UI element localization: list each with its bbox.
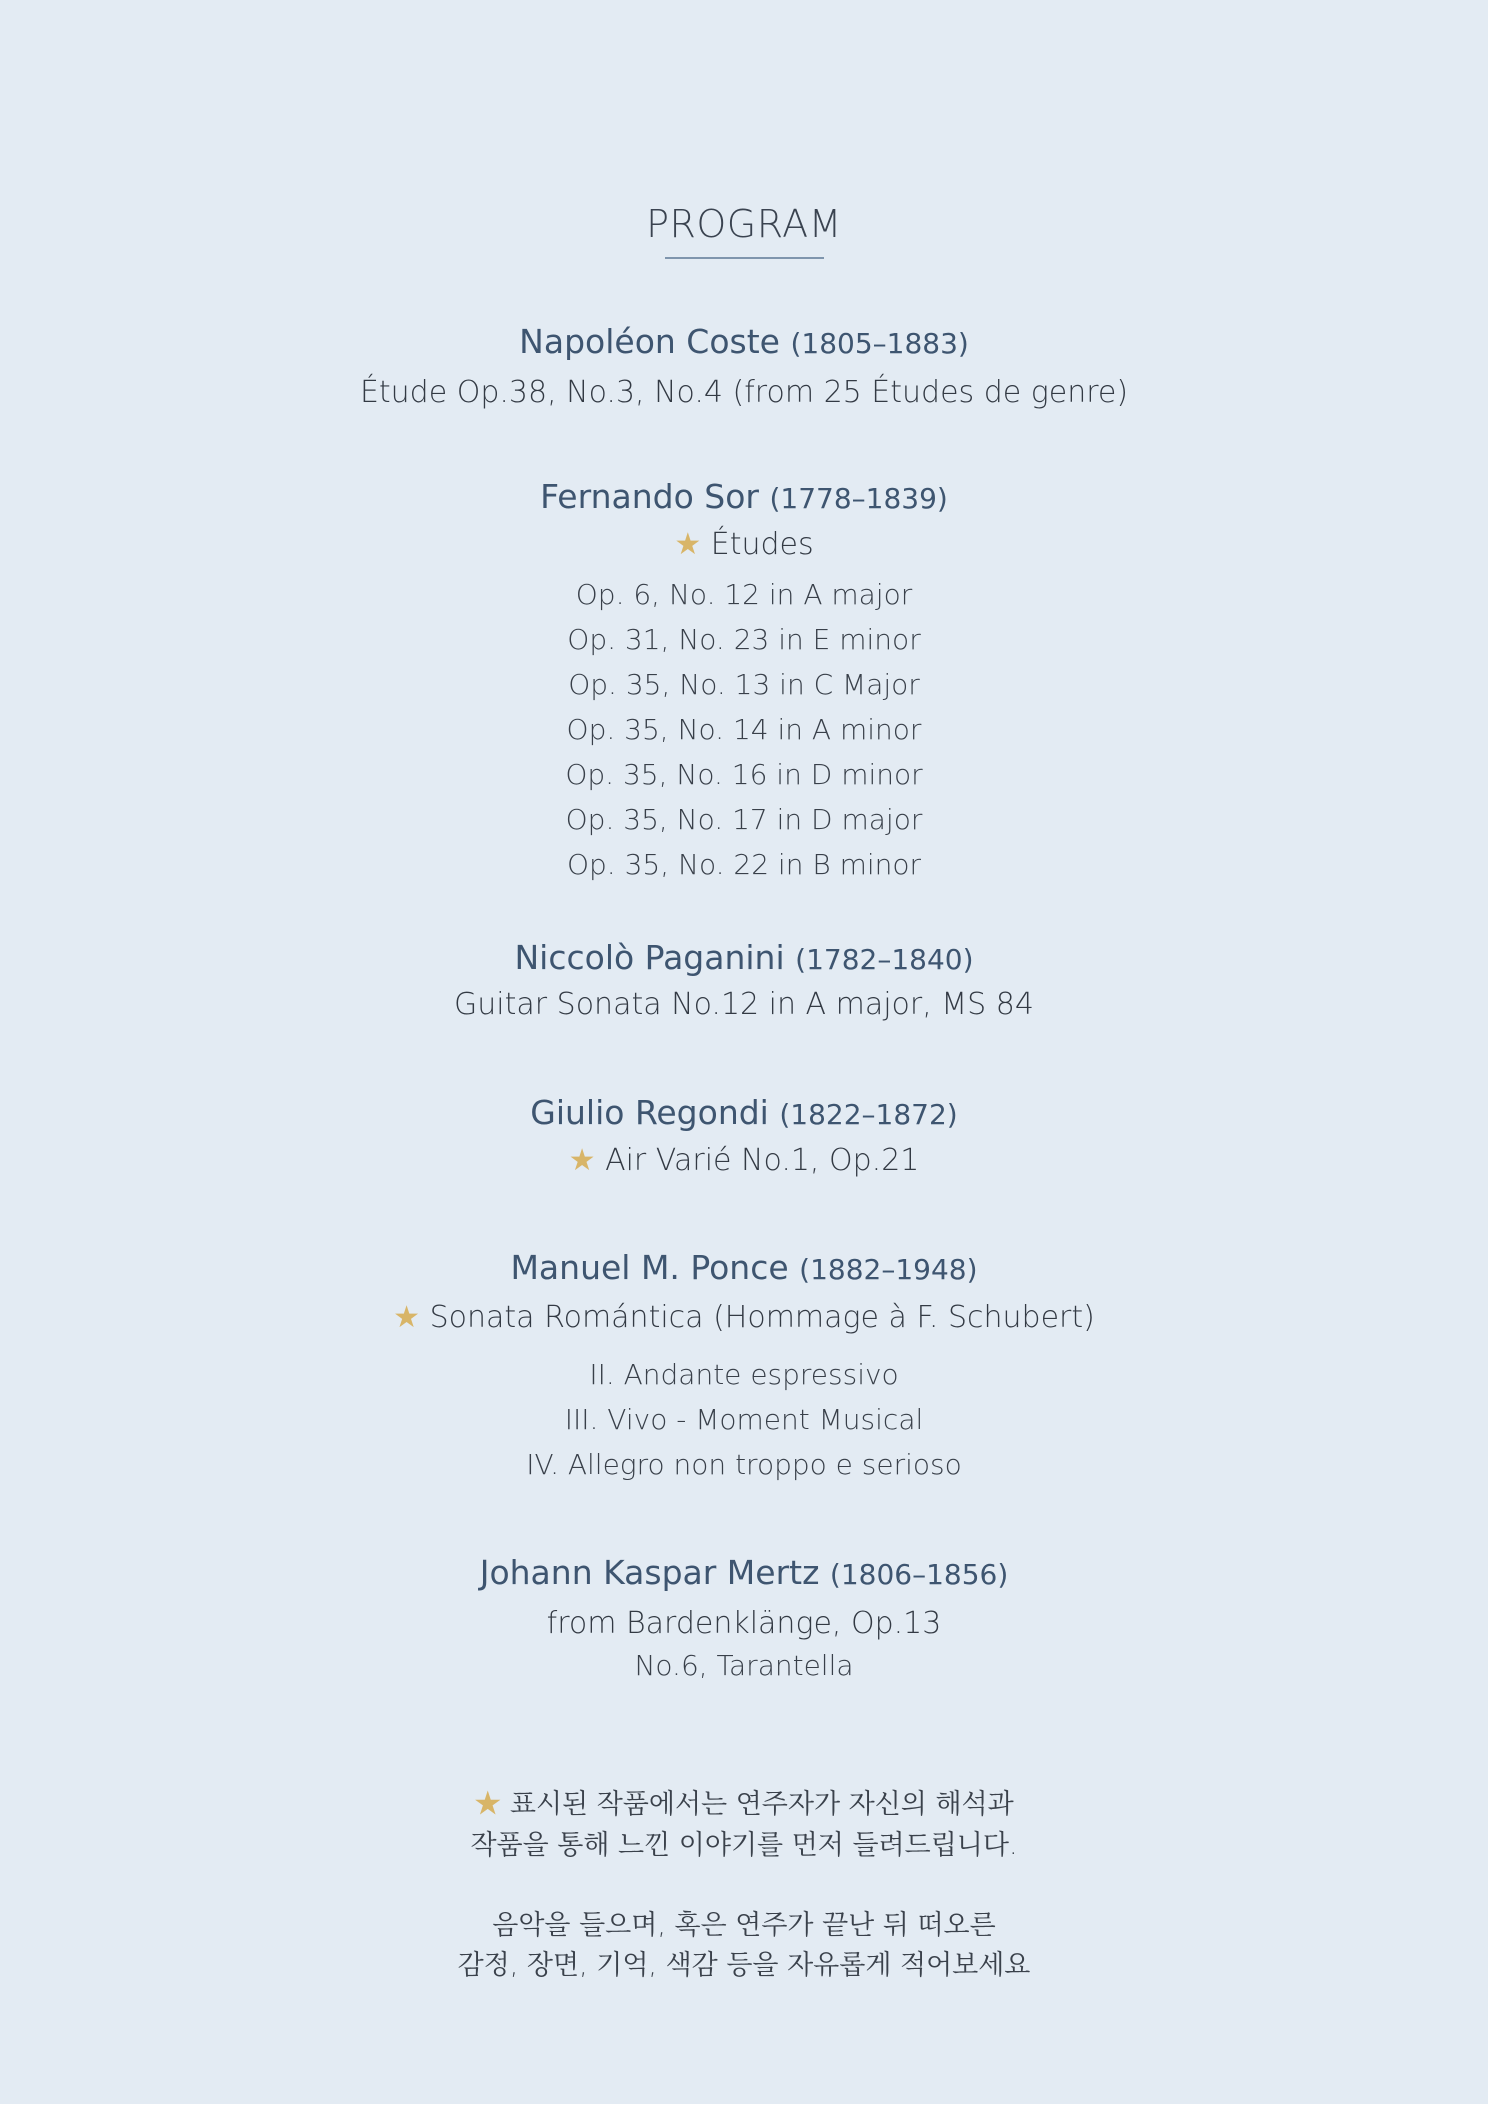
composer-name: Niccolò Paganini [514, 938, 785, 977]
composer-mertz [0, 1553, 1488, 1592]
work-title: Guitar Sonata No.12 in A major, MS 84 [454, 987, 1034, 1022]
work-title: from Bardenklänge, Op.13 [546, 1606, 942, 1641]
star-icon: ★ [674, 527, 702, 562]
work-item: Op. 35, No. 22 in B minor [566, 848, 922, 881]
work-title: Air Varié No.1, Op.21 [605, 1143, 920, 1178]
star-note-line-1 [0, 1782, 1488, 1821]
composer-years: (1805–1883) [790, 327, 969, 360]
composer-sor [0, 477, 1488, 516]
composer-coste [0, 322, 1488, 361]
work-item: Op. 35, No. 16 in D minor [565, 758, 923, 791]
composer-name: Napoléon Coste [519, 322, 780, 361]
star-note-line-2: 작품을 통해 느낀 이야기를 먼저 들려드립니다. [470, 1830, 1018, 1861]
composer-regondi [0, 1093, 1488, 1132]
work-item: Op. 31, No. 23 in E minor [567, 623, 921, 656]
movement-item: II. Andante espressivo [589, 1358, 899, 1391]
work-title: Étude Op.38, No.3, No.4 (from 25 Études de genre) [359, 375, 1129, 410]
work-item: Op. 6, No. 12 in A major [575, 578, 913, 611]
page-title: PROGRAM [646, 202, 842, 246]
starred-work [0, 1143, 1488, 1178]
starred-work [0, 527, 1488, 562]
work-item: No.6, Tarantella [634, 1649, 854, 1682]
composer-years: (1782–1840) [795, 943, 974, 976]
composer-years: (1806–1856) [829, 1558, 1009, 1591]
note-text: 표시된 작품에서는 연주자가 자신의 해석과 [509, 1789, 1014, 1820]
composer-ponce [0, 1248, 1488, 1287]
listen-note-line-2: 감정, 장면, 기억, 색감 등을 자유롭게 적어보세요 [457, 1950, 1031, 1981]
movement-item: III. Vivo - Moment Musical [564, 1403, 924, 1436]
listen-note-line-1: 음악을 들으며, 혹은 연주가 끝난 뒤 떠오른 [492, 1910, 996, 1941]
starred-work [0, 1300, 1488, 1335]
movement-item: IV. Allegro non troppo e serioso [526, 1448, 962, 1481]
composer-paganini [0, 938, 1488, 977]
star-icon: ★ [474, 1789, 502, 1820]
title-underline [665, 257, 824, 259]
work-item: Op. 35, No. 13 in C Major [568, 668, 920, 701]
composer-name: Giulio Regondi [530, 1093, 769, 1132]
composer-years: (1778–1839) [769, 482, 948, 515]
work-title: Études [710, 527, 814, 562]
star-icon: ★ [393, 1300, 421, 1335]
composer-years: (1822–1872) [779, 1098, 958, 1131]
composer-years: (1882–1948) [799, 1253, 978, 1286]
work-item: Op. 35, No. 14 in A minor [566, 713, 922, 746]
work-title: Sonata Romántica (Hommage à F. Schubert) [429, 1300, 1095, 1335]
star-icon: ★ [568, 1143, 596, 1178]
work-item: Op. 35, No. 17 in D major [565, 803, 923, 836]
composer-name: Johann Kaspar Mertz [479, 1553, 820, 1592]
composer-name: Fernando Sor [540, 477, 759, 516]
composer-name: Manuel M. Ponce [510, 1248, 789, 1287]
